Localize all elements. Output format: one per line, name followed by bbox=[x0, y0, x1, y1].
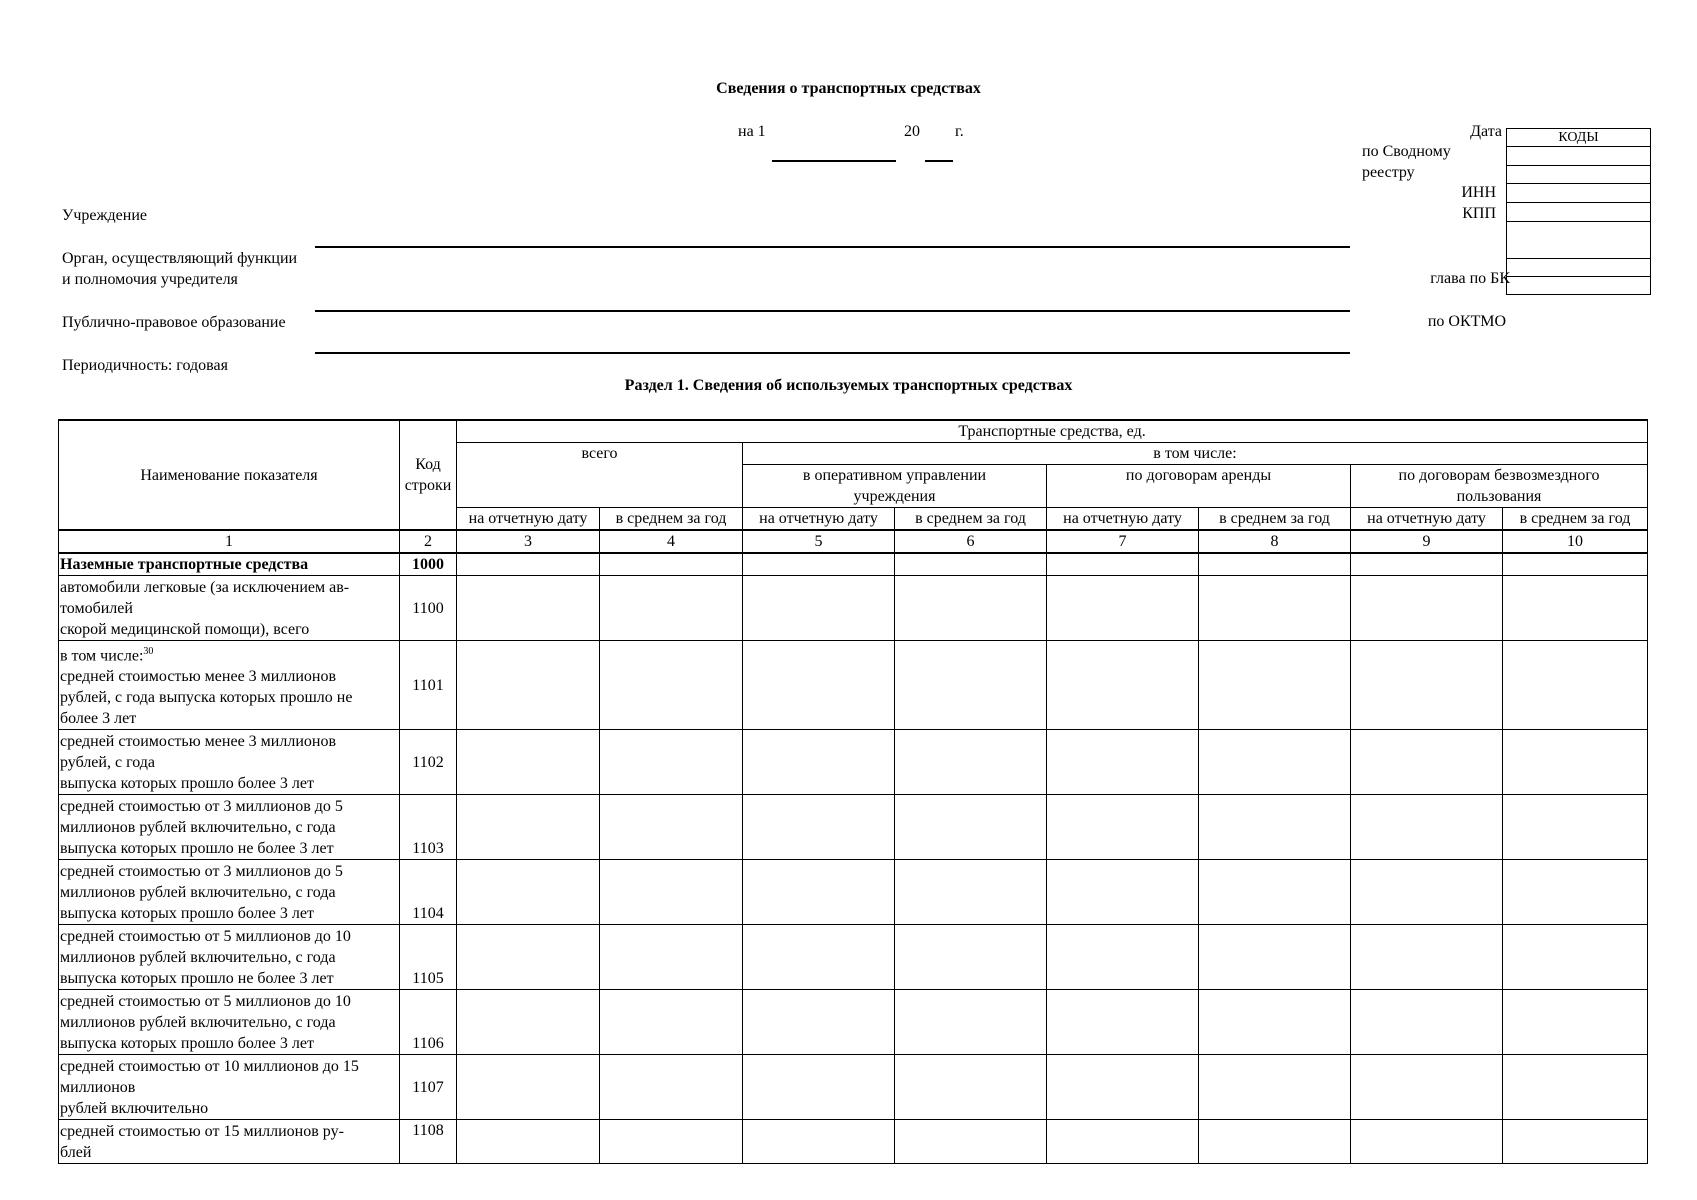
date-year-line bbox=[925, 160, 953, 162]
value-cell[interactable] bbox=[457, 730, 600, 795]
row-code: 1108 bbox=[400, 1120, 457, 1164]
codes-label-glava: глава по БК bbox=[1430, 270, 1510, 287]
header-at-date: на отчетную дату bbox=[1047, 508, 1199, 531]
value-cell[interactable] bbox=[743, 795, 895, 860]
value-cell[interactable] bbox=[1503, 860, 1648, 925]
header-at-date: на отчетную дату bbox=[743, 508, 895, 531]
column-number: 8 bbox=[1199, 530, 1351, 553]
table-row bbox=[59, 795, 1648, 860]
column-number: 4 bbox=[600, 530, 743, 553]
field-periodicity-label: Периодичность: годовая bbox=[62, 357, 228, 374]
column-number: 9 bbox=[1351, 530, 1503, 553]
value-cell[interactable] bbox=[895, 795, 1047, 860]
value-cell[interactable] bbox=[1503, 730, 1648, 795]
date-prefix: на 1 bbox=[738, 123, 766, 140]
codes-label-date: Дата bbox=[1470, 123, 1502, 140]
row-indicator-line: скорой медицинской помощи), всего bbox=[60, 620, 310, 638]
header-including: в том числе: bbox=[743, 443, 1648, 465]
header-free-use-1: по договорам безвозмездного bbox=[1398, 467, 1600, 484]
value-cell[interactable] bbox=[743, 576, 895, 641]
value-cell[interactable] bbox=[1351, 576, 1503, 641]
header-free-use-2: пользования bbox=[1456, 488, 1542, 505]
row-indicator-name bbox=[59, 730, 400, 795]
value-cell[interactable] bbox=[457, 576, 600, 641]
row-code: 1106 bbox=[400, 990, 457, 1055]
header-operative-1: в оперативном управлении bbox=[802, 467, 987, 484]
codes-label-registry-1: по Сводному bbox=[1362, 143, 1451, 160]
header-indicator: Наименование показателя bbox=[59, 420, 400, 530]
value-cell[interactable] bbox=[895, 553, 1047, 576]
code-blank-cell[interactable] bbox=[1507, 259, 1651, 277]
table-row bbox=[59, 1120, 1648, 1164]
row-code: 1000 bbox=[400, 553, 457, 576]
row-code: 1100 bbox=[400, 576, 457, 641]
header-code bbox=[400, 420, 457, 530]
field-institution-line[interactable] bbox=[315, 246, 1350, 248]
row-indicator-line: блей bbox=[60, 1143, 92, 1161]
value-cell[interactable] bbox=[1503, 1120, 1648, 1164]
field-municipality-line[interactable] bbox=[315, 352, 1350, 354]
row-indicator-line: выпуска которых прошло более 3 лет bbox=[60, 774, 314, 792]
row-indicator-line: выпуска которых прошло не более 3 лет bbox=[60, 839, 334, 857]
value-cell[interactable] bbox=[1047, 925, 1199, 990]
value-cell[interactable] bbox=[743, 990, 895, 1055]
row-indicator-name bbox=[59, 553, 400, 576]
row-indicator-line: средней стоимостью менее 3 миллионов bbox=[60, 668, 336, 686]
code-kpp-cell[interactable] bbox=[1507, 203, 1651, 222]
header-code-2: строки bbox=[404, 477, 452, 494]
header-at-date: на отчетную дату bbox=[1351, 508, 1503, 531]
table-body bbox=[59, 553, 1648, 1164]
header-code-1: Код bbox=[415, 456, 441, 473]
field-institution-label: Учреждение bbox=[62, 207, 147, 224]
row-indicator-line: выпуска которых прошло более 3 лет bbox=[60, 1034, 314, 1052]
value-cell[interactable] bbox=[895, 860, 1047, 925]
value-cell[interactable] bbox=[895, 1120, 1047, 1164]
row-code: 1103 bbox=[400, 795, 457, 860]
row-indicator-line: средней стоимостью от 5 миллионов до 10 bbox=[60, 927, 351, 945]
value-cell[interactable] bbox=[1351, 860, 1503, 925]
value-cell[interactable] bbox=[743, 730, 895, 795]
value-cell[interactable] bbox=[1351, 730, 1503, 795]
row-indicator-line: в том числе: bbox=[60, 647, 144, 665]
header-lease: по договорам аренды bbox=[1047, 465, 1351, 508]
value-cell[interactable] bbox=[895, 576, 1047, 641]
value-cell[interactable] bbox=[1503, 795, 1648, 860]
value-cell[interactable] bbox=[600, 860, 743, 925]
header-avg-year: в среднем за год bbox=[1199, 508, 1351, 531]
value-cell[interactable] bbox=[1503, 1055, 1648, 1120]
value-cell[interactable] bbox=[1503, 553, 1648, 576]
value-cell[interactable] bbox=[1047, 795, 1199, 860]
value-cell[interactable] bbox=[1503, 925, 1648, 990]
value-cell[interactable] bbox=[1199, 990, 1351, 1055]
value-cell[interactable] bbox=[1503, 990, 1648, 1055]
row-code: 1101 bbox=[400, 641, 457, 730]
value-cell[interactable] bbox=[600, 1120, 743, 1164]
table-row bbox=[59, 1055, 1648, 1120]
row-indicator-line: средней стоимостью от 3 миллионов до 5 bbox=[60, 862, 343, 880]
row-indicator-name bbox=[59, 925, 400, 990]
row-indicator-line: средней стоимостью от 10 миллионов до 15 bbox=[60, 1057, 359, 1075]
value-cell[interactable] bbox=[743, 641, 895, 730]
column-number: 3 bbox=[457, 530, 600, 553]
value-cell[interactable] bbox=[600, 730, 743, 795]
row-indicator-line: автомобили легковые (за исключением ав- bbox=[60, 578, 350, 596]
value-cell[interactable] bbox=[457, 553, 600, 576]
row-indicator-line: рублей, с года выпуска которых прошло не bbox=[60, 689, 353, 707]
row-code: 1107 bbox=[400, 1055, 457, 1120]
header-operative bbox=[743, 465, 1047, 508]
header-avg-year: в среднем за год bbox=[1503, 508, 1648, 531]
value-cell[interactable] bbox=[457, 795, 600, 860]
table-row bbox=[59, 860, 1648, 925]
value-cell[interactable] bbox=[457, 641, 600, 730]
value-cell[interactable] bbox=[457, 925, 600, 990]
table-row bbox=[59, 990, 1648, 1055]
value-cell[interactable] bbox=[1047, 576, 1199, 641]
row-indicator-line: миллионов рублей включительно, с года bbox=[60, 1013, 336, 1031]
value-cell[interactable] bbox=[1503, 576, 1648, 641]
value-cell[interactable] bbox=[1351, 990, 1503, 1055]
value-cell[interactable] bbox=[457, 990, 600, 1055]
value-cell[interactable] bbox=[1047, 860, 1199, 925]
value-cell[interactable] bbox=[1351, 553, 1503, 576]
value-cell[interactable] bbox=[600, 576, 743, 641]
column-number: 6 bbox=[895, 530, 1047, 553]
column-numbers-row bbox=[59, 530, 1648, 553]
value-cell[interactable] bbox=[1199, 576, 1351, 641]
row-indicator-name bbox=[59, 1120, 400, 1164]
value-cell[interactable] bbox=[743, 1055, 895, 1120]
row-indicator-line: миллионов рублей включительно, с года bbox=[60, 883, 336, 901]
code-founder-cell[interactable] bbox=[1507, 222, 1651, 259]
value-cell[interactable] bbox=[600, 925, 743, 990]
section-title: Раздел 1. Сведения об используемых транспортных средствах bbox=[624, 377, 1073, 394]
row-indicator-name bbox=[59, 795, 400, 860]
row-indicator-name bbox=[59, 990, 400, 1055]
code-registry-cell[interactable] bbox=[1507, 166, 1651, 184]
header-total: всего bbox=[457, 443, 743, 508]
header-vehicles: Транспортные средства, ед. bbox=[457, 420, 1648, 443]
row-indicator-line: томобилей bbox=[60, 599, 133, 617]
column-number: 10 bbox=[1503, 530, 1648, 553]
row-code: 1104 bbox=[400, 860, 457, 925]
value-cell[interactable] bbox=[895, 730, 1047, 795]
value-cell[interactable] bbox=[1199, 1055, 1351, 1120]
value-cell[interactable] bbox=[457, 1120, 600, 1164]
page-title: Сведения о транспортных средствах bbox=[716, 80, 981, 97]
codes-label-kpp: КПП bbox=[1462, 205, 1496, 222]
value-cell[interactable] bbox=[1199, 925, 1351, 990]
row-indicator-line: средней стоимостью от 15 миллионов ру- bbox=[60, 1122, 344, 1140]
value-cell[interactable] bbox=[1047, 641, 1199, 730]
table-row bbox=[59, 641, 1648, 730]
date-day-month-line bbox=[772, 160, 896, 162]
value-cell[interactable] bbox=[743, 860, 895, 925]
vehicles-table bbox=[58, 419, 1648, 1164]
value-cell[interactable] bbox=[600, 990, 743, 1055]
codes-label-oktmo: по ОКТМО bbox=[1427, 313, 1506, 330]
row-indicator-line: миллионов рублей включительно, с года bbox=[60, 818, 336, 836]
value-cell[interactable] bbox=[1351, 925, 1503, 990]
row-indicator-line: выпуска которых прошло не более 3 лет bbox=[60, 969, 334, 987]
value-cell[interactable] bbox=[457, 860, 600, 925]
row-indicator-name bbox=[59, 576, 400, 641]
value-cell[interactable] bbox=[743, 1120, 895, 1164]
date-suffix: г. bbox=[955, 123, 964, 140]
row-indicator-line: средней стоимостью от 5 миллионов до 10 bbox=[60, 992, 351, 1010]
codes-header: КОДЫ bbox=[1507, 129, 1651, 147]
value-cell[interactable] bbox=[600, 795, 743, 860]
header-at-date: на отчетную дату bbox=[457, 508, 600, 531]
row-indicator-line: Наземные транспортные средства bbox=[60, 556, 309, 573]
column-number: 7 bbox=[1047, 530, 1199, 553]
value-cell[interactable] bbox=[1351, 1120, 1503, 1164]
date-year-prefix: 20 bbox=[904, 123, 920, 140]
footnote-marker: 30 bbox=[143, 646, 154, 657]
header-avg-year: в среднем за год bbox=[600, 508, 743, 531]
row-indicator-line: рублей, с года bbox=[60, 753, 156, 771]
value-cell[interactable] bbox=[895, 641, 1047, 730]
table-row bbox=[59, 730, 1648, 795]
header-operative-2: учреждения bbox=[853, 488, 936, 505]
value-cell[interactable] bbox=[1047, 1055, 1199, 1120]
header-free-use bbox=[1351, 465, 1648, 508]
field-founder-label-2: и полномочия учредителя bbox=[62, 271, 238, 288]
row-indicator-name bbox=[59, 1055, 400, 1120]
value-cell[interactable] bbox=[1047, 990, 1199, 1055]
value-cell[interactable] bbox=[1047, 553, 1199, 576]
row-indicator-line: выпуска которых прошло более 3 лет bbox=[60, 904, 314, 922]
row-indicator-name bbox=[59, 860, 400, 925]
field-municipality-label: Публично-правовое образование bbox=[62, 314, 286, 331]
codes-label-inn: ИНН bbox=[1461, 184, 1496, 201]
header-avg-year: в среднем за год bbox=[895, 508, 1047, 531]
code-date-cell[interactable] bbox=[1507, 147, 1651, 166]
code-inn-cell[interactable] bbox=[1507, 184, 1651, 203]
value-cell[interactable] bbox=[1351, 641, 1503, 730]
row-indicator-line: средней стоимостью менее 3 миллионов bbox=[60, 732, 336, 750]
field-founder-label-1: Орган, осуществляющий функции bbox=[62, 250, 298, 267]
value-cell[interactable] bbox=[1351, 795, 1503, 860]
row-indicator-line: средней стоимостью от 3 миллионов до 5 bbox=[60, 797, 343, 815]
column-number: 5 bbox=[743, 530, 895, 553]
field-founder-line[interactable] bbox=[315, 310, 1350, 312]
row-indicator-name bbox=[59, 641, 400, 730]
value-cell[interactable] bbox=[600, 553, 743, 576]
value-cell[interactable] bbox=[1199, 730, 1351, 795]
value-cell[interactable] bbox=[600, 641, 743, 730]
value-cell[interactable] bbox=[1047, 730, 1199, 795]
value-cell[interactable] bbox=[1199, 641, 1351, 730]
column-number: 2 bbox=[400, 530, 457, 553]
value-cell[interactable] bbox=[457, 1055, 600, 1120]
row-indicator-line: миллионов рублей включительно, с года bbox=[60, 948, 336, 966]
value-cell[interactable] bbox=[743, 553, 895, 576]
value-cell[interactable] bbox=[895, 1055, 1047, 1120]
codes-box bbox=[1506, 128, 1651, 295]
row-code: 1105 bbox=[400, 925, 457, 990]
value-cell[interactable] bbox=[1351, 1055, 1503, 1120]
value-cell[interactable] bbox=[600, 1055, 743, 1120]
value-cell[interactable] bbox=[743, 925, 895, 990]
value-cell[interactable] bbox=[1199, 1120, 1351, 1164]
value-cell[interactable] bbox=[1503, 641, 1648, 730]
row-indicator-line: более 3 лет bbox=[60, 710, 137, 728]
codes-label-registry-2: реестру bbox=[1362, 164, 1415, 181]
column-number: 1 bbox=[59, 530, 400, 553]
value-cell[interactable] bbox=[1199, 795, 1351, 860]
table-row bbox=[59, 925, 1648, 990]
value-cell[interactable] bbox=[1199, 860, 1351, 925]
row-code: 1102 bbox=[400, 730, 457, 795]
value-cell[interactable] bbox=[895, 925, 1047, 990]
value-cell[interactable] bbox=[895, 990, 1047, 1055]
row-indicator-line: миллионов bbox=[60, 1078, 136, 1096]
code-glava-cell[interactable] bbox=[1507, 277, 1651, 295]
table-row bbox=[59, 576, 1648, 641]
table-row bbox=[59, 553, 1648, 576]
value-cell[interactable] bbox=[1047, 1120, 1199, 1164]
row-indicator-line: рублей включительно bbox=[60, 1099, 209, 1117]
value-cell[interactable] bbox=[1199, 553, 1351, 576]
